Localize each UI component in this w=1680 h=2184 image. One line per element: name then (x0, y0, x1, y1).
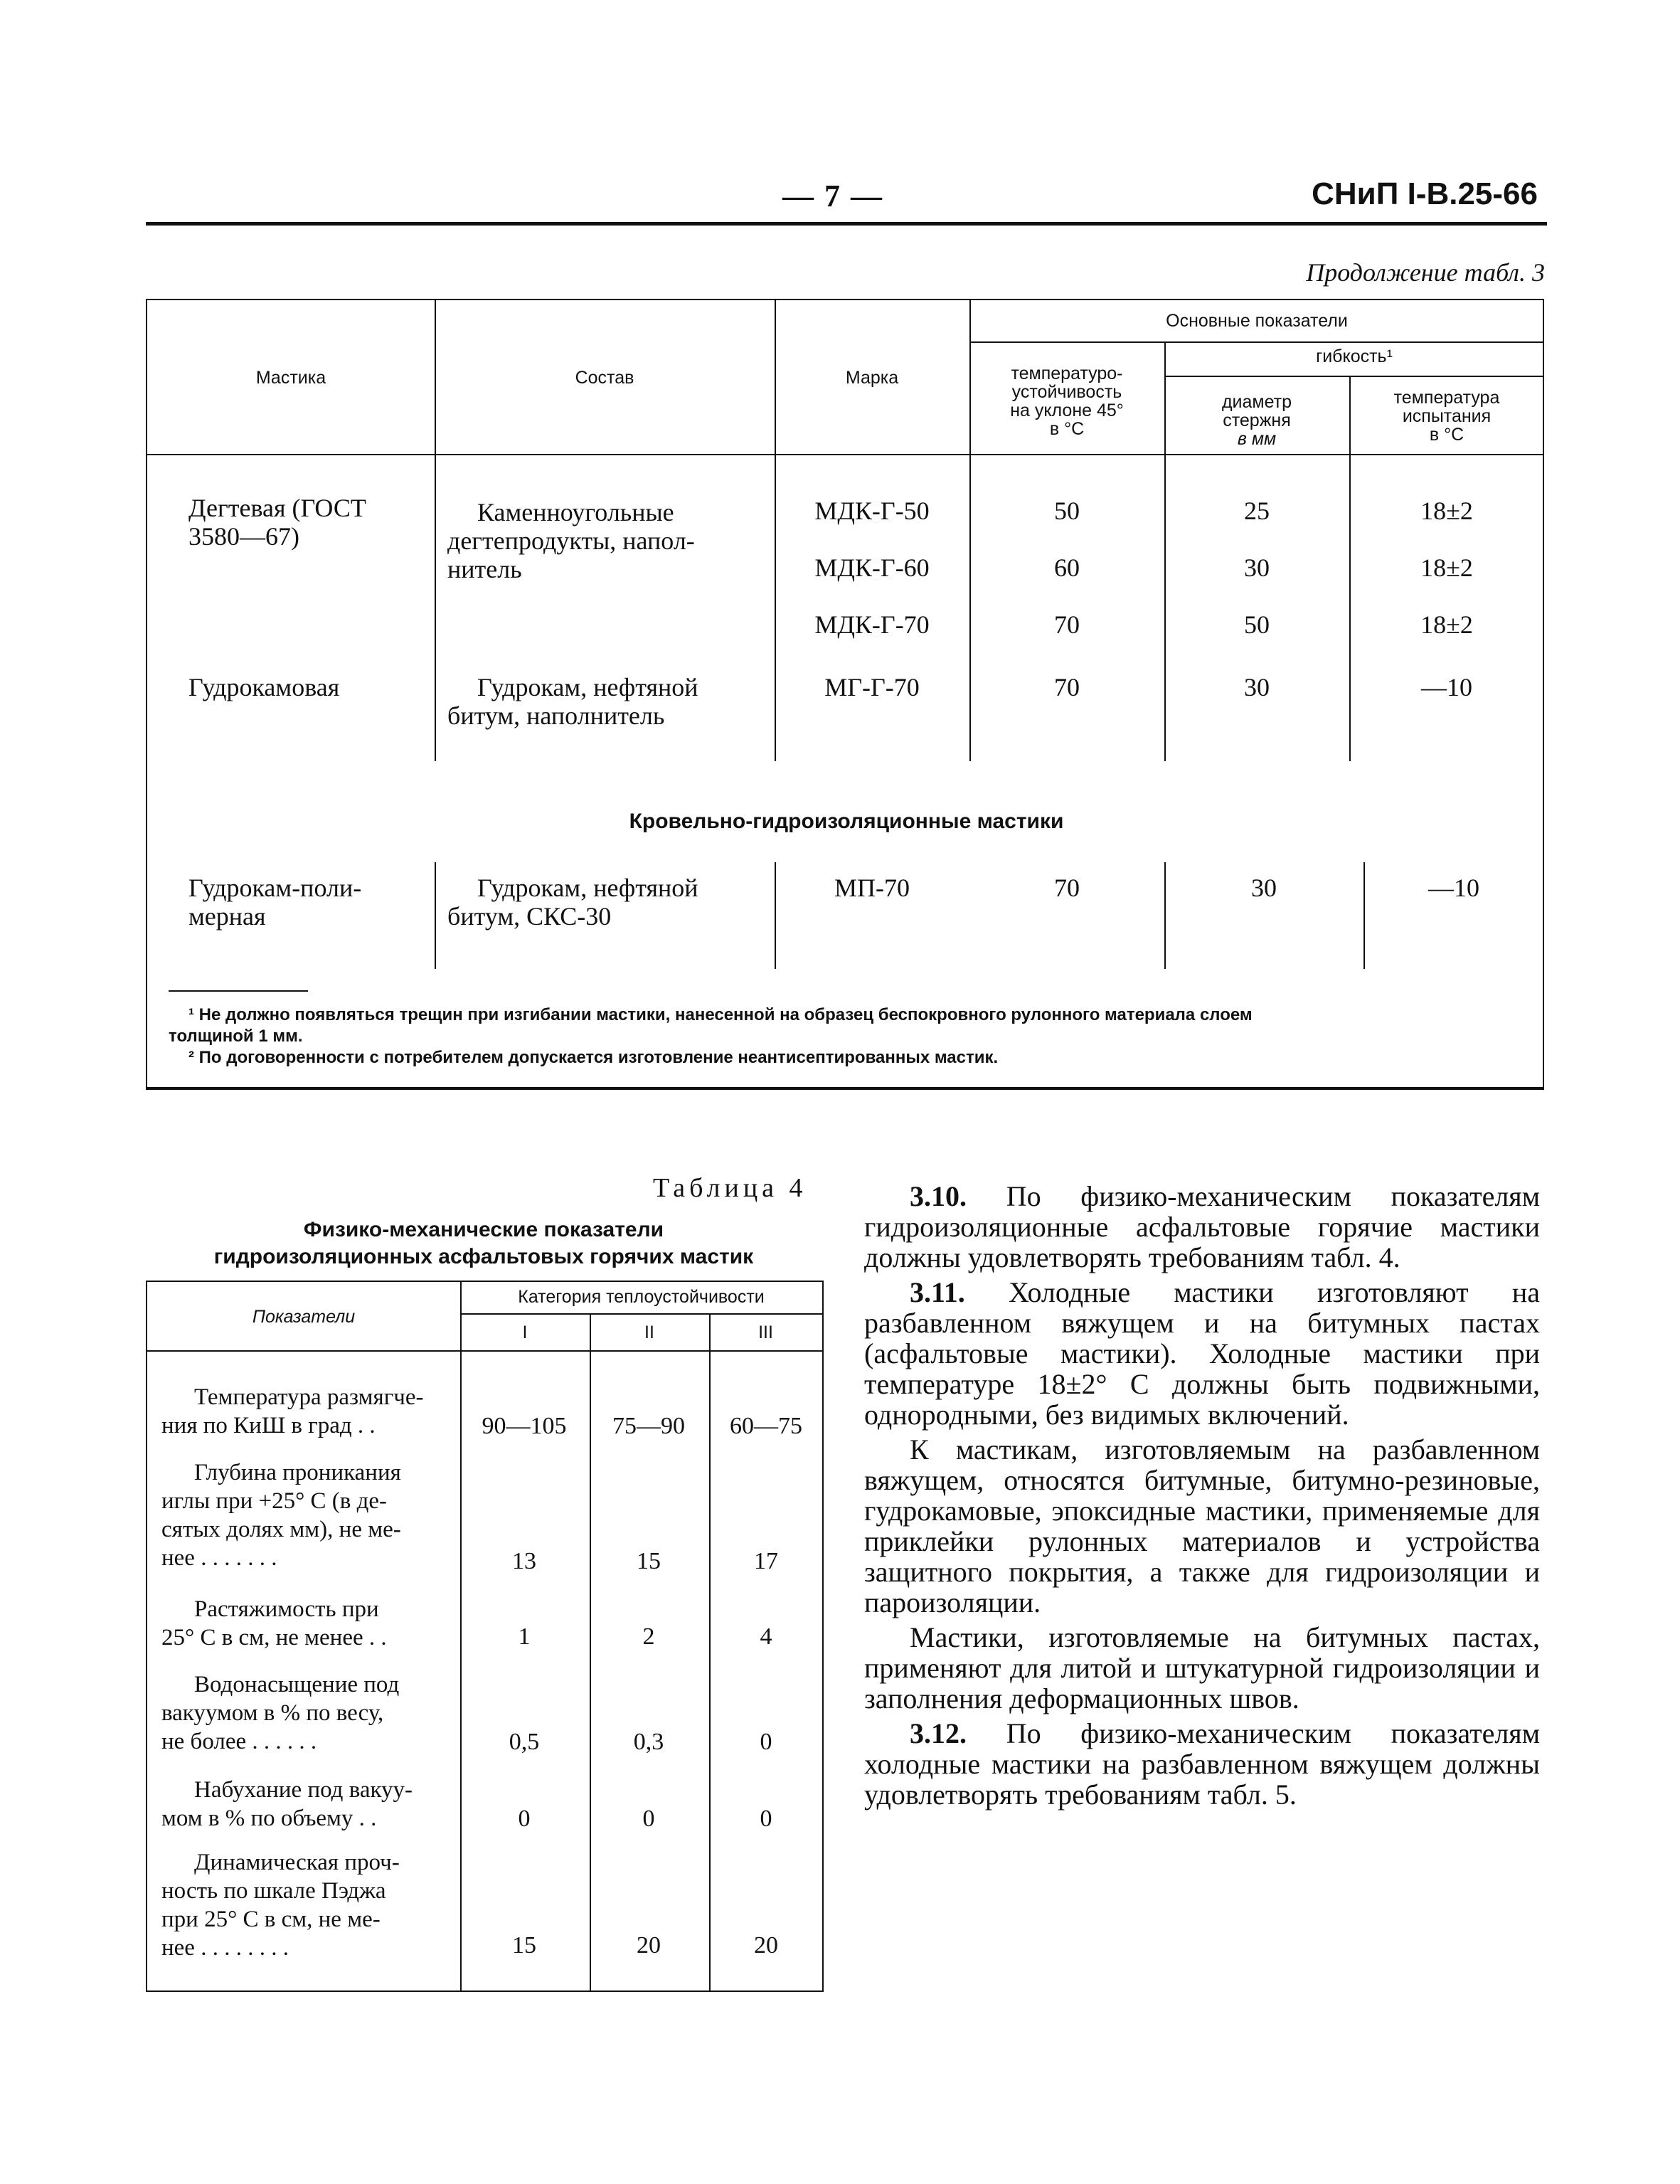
label-line: сятых долях мм), не ме- (161, 1517, 401, 1542)
t4-header-category: Категория теплоустойчивости (518, 1287, 765, 1307)
label-line: мом в % по объему . . (161, 1806, 377, 1831)
t4-value: 17 (754, 1548, 778, 1574)
t3-vline (435, 862, 436, 969)
t4-value: 0 (642, 1806, 655, 1832)
t4-row-label (161, 1383, 454, 1440)
cell-line: битум, наполнитель (447, 701, 665, 730)
t4-hline (147, 1350, 822, 1352)
t3-cell-temp: 18±2 (1420, 610, 1473, 639)
t3-header-heat (969, 364, 1164, 438)
t3-cell-heat: 60 (1054, 553, 1080, 582)
cell-line: битум, СКС-30 (447, 902, 612, 931)
header-line: на уклоне 45° (1010, 401, 1124, 420)
header-line: испытания (1402, 406, 1492, 426)
header-line: диаметр (1221, 392, 1292, 412)
t3-cell-mastic (188, 494, 366, 551)
cell-line: Гудрокам, нефтяной (477, 874, 698, 902)
label-line: при 25° С в см, не ме- (161, 1907, 381, 1932)
t3-cell-temp: —10 (1428, 874, 1479, 902)
header-line: температура (1393, 388, 1500, 408)
t4-value: 0,3 (633, 1729, 664, 1755)
label-line: ния по КиШ в град . . (161, 1413, 376, 1438)
title-line: Физико-механические показатели (303, 1218, 664, 1241)
t3-cell-mastic (188, 673, 339, 701)
t3-cell-heat: 50 (1054, 497, 1080, 525)
t3-cell-grade: МП-70 (834, 874, 910, 902)
t4-value: 0 (760, 1806, 772, 1832)
t4-value: 13 (512, 1548, 536, 1574)
footnote-2: ² По договоренности с потребителем допускается изготовление неантисептированных мастик. (188, 1048, 999, 1067)
body-text (864, 1181, 1540, 1814)
paragraph (864, 1434, 1540, 1618)
t3-cell-grade: МДК-Г-70 (814, 610, 930, 639)
t3-cell-temp: —10 (1421, 673, 1472, 701)
t4-value: 1 (518, 1623, 531, 1650)
clause-number: 3.11. (910, 1276, 965, 1308)
t3-cell-temp: 18±2 (1420, 553, 1473, 582)
cell-line: Гудрокамовая (188, 673, 340, 701)
header-line: в °С (1429, 425, 1464, 445)
t3-cell-mastic (188, 874, 361, 931)
footnote-1: ¹ Не должно появляться трещин при изгибании мастики, нанесенной на образец беспокровного рулонного материала слоем (188, 1005, 1253, 1024)
cell-line: 3580—67) (188, 522, 299, 551)
t3-cell-heat: 70 (1054, 874, 1080, 902)
t3-hline (969, 341, 1544, 343)
t3-cell-composition (447, 673, 698, 730)
t3-section-title: Кровельно-гидроизоляционные мастики (629, 810, 1064, 833)
cell-line: дегтепродукты, напол- (447, 526, 695, 555)
document-code: СНиП I-В.25-66 (1312, 176, 1538, 211)
t4-value: 0 (760, 1729, 772, 1755)
cell-line: Дегтевая (ГОСТ (188, 494, 366, 522)
header-line: стержня (1223, 410, 1291, 430)
t4-hline (460, 1313, 822, 1315)
t3-cell-temp: 18±2 (1420, 497, 1473, 525)
footnote-rule (169, 990, 308, 992)
cell-line: Гудрокам-поли- (188, 874, 362, 902)
t4-vline (590, 1315, 591, 1990)
page-number: — 7 — (782, 179, 883, 213)
label-line: Глубина проникания (194, 1460, 401, 1485)
cell-line: Гудрокам, нефтяной (477, 673, 698, 701)
t3-cell-composition (447, 874, 698, 931)
label-line: Растяжимость при (194, 1596, 379, 1622)
clause-number: 3.12. (910, 1717, 967, 1749)
cell-line: мерная (188, 902, 266, 931)
t3-cell-grade: МДК-Г-60 (814, 553, 930, 582)
cell-line: нитель (447, 555, 522, 583)
t4-header-cat1: I (522, 1322, 528, 1342)
t3-cell-diam: 30 (1244, 553, 1270, 582)
t4-vline (460, 1282, 462, 1990)
paragraph-3-12 (864, 1718, 1540, 1810)
label-line: Температура размягче- (194, 1384, 424, 1410)
t3-cell-heat: 70 (1054, 673, 1080, 701)
label-line: Набухание под вакуу- (194, 1777, 413, 1803)
table-continuation-label: Продолжение табл. 3 (1306, 258, 1545, 287)
t3-header-composition: Состав (575, 368, 634, 388)
t3-cell-diam: 50 (1244, 610, 1270, 639)
t3-cell-diam: 25 (1244, 497, 1270, 525)
header-line: в °С (1049, 419, 1085, 439)
label-line: 25° С в см, не менее . . (161, 1625, 387, 1650)
t4-value: 90—105 (482, 1413, 567, 1439)
header-rule (146, 222, 1547, 226)
t4-row-label (161, 1458, 454, 1572)
header-line: в мм (1237, 429, 1277, 449)
t3-cell-diam: 30 (1244, 673, 1270, 701)
paragraph-3-11 (864, 1277, 1540, 1430)
t3-hline (1164, 376, 1544, 377)
title-line: гидроизоляционных асфальтовых горячих мастик (213, 1245, 754, 1268)
label-line: нее . . . . . . . . (161, 1935, 289, 1961)
t4-header-indicator: Показатели (252, 1307, 356, 1327)
table-4 (146, 1281, 824, 1992)
t3-footnotes (169, 1004, 1534, 1069)
clause-number: 3.10. (910, 1180, 967, 1212)
t4-value: 60—75 (730, 1413, 802, 1439)
t4-header-cat2: II (644, 1322, 654, 1342)
paragraph-3-10 (864, 1181, 1540, 1273)
t4-row-label (161, 1670, 454, 1756)
label-line: Водонасыщение под (194, 1672, 400, 1697)
t4-value: 4 (760, 1623, 772, 1650)
footnote-1-cont: толщиной 1 мм. (169, 1027, 303, 1046)
t4-value: 0 (518, 1806, 531, 1832)
paragraph (864, 1622, 1540, 1714)
paragraph-text: По физико-механическим показателям гидроизоляционные асфальтовые горячие мастики должны удовлетворять требованиям табл. 4. (864, 1180, 1541, 1273)
cell-line: Каменноугольные (477, 498, 674, 526)
t3-cell-grade: МГ-Г-70 (824, 673, 920, 701)
table-4-caption: Таблица 4 (653, 1173, 807, 1203)
t3-cell-grade: МДК-Г-50 (814, 497, 930, 525)
t4-value: 0,5 (509, 1729, 540, 1755)
paragraph-text: Мастики, изготовляемые на битумных пастах, применяют для литой и штукатурной гидроизоляции и заполнения деформационных швов. (864, 1621, 1540, 1714)
t3-cell-diam: 30 (1251, 874, 1277, 902)
paragraph-text: По физико-механическим показателям холодные мастики на разбавленном вяжущем должны удовлетворять требованиям табл. 5. (864, 1717, 1541, 1811)
t3-cell-heat: 70 (1054, 610, 1080, 639)
t4-row-label (161, 1776, 454, 1833)
label-line: иглы при +25° С (в де- (161, 1488, 388, 1514)
t3-header-mastic: Мастика (255, 368, 326, 388)
t4-value: 20 (637, 1932, 661, 1958)
t3-header-diam (1164, 393, 1349, 448)
t4-header-cat3: III (758, 1322, 773, 1342)
table-4-title (146, 1216, 822, 1271)
t4-row-label (161, 1848, 454, 1962)
t4-value: 15 (637, 1548, 661, 1574)
label-line: нее . . . . . . . (161, 1545, 277, 1571)
label-line: вакуумом в % по весу, (161, 1700, 384, 1726)
table-3 (146, 299, 1544, 1090)
t4-value: 75—90 (612, 1413, 685, 1439)
t3-header-grade: Марка (845, 368, 899, 388)
paragraph-text: К мастикам, изготовляемым на разбавленном вяжущем, относятся битумные, битумно-резиновые, гудрокамовые, эпоксидные мастики, применяемые для приклейки рулонных материалов и устройства защитного покрытия, а также для гидроизоляции и пароизоляции. (864, 1433, 1540, 1618)
label-line: не более . . . . . . (161, 1729, 317, 1754)
t4-value: 2 (642, 1623, 655, 1650)
t4-row-label (161, 1595, 454, 1652)
t4-value: 15 (512, 1932, 536, 1958)
t3-header-main: Основные показатели (1166, 311, 1348, 331)
t4-value: 20 (754, 1932, 778, 1958)
t3-header-temp (1349, 388, 1544, 444)
paragraph-text: Холодные мастики изготовляют на разбавленном вяжущем и на битумных пастах (асфальтовые мастики). Холодные мастики при температуре 18±2° С должны быть подвижными, однородными, без видимых включений. (864, 1276, 1540, 1431)
t3-cell-composition (447, 498, 695, 583)
label-line: Динамическая проч- (194, 1850, 400, 1875)
t3-header-flex: гибкость¹ (1316, 346, 1393, 366)
t3-hline (147, 454, 1544, 455)
label-line: ность по шкале Пэджа (161, 1878, 386, 1904)
header-line: температуро- (1011, 364, 1123, 383)
header-line: устойчивость (1011, 382, 1122, 402)
